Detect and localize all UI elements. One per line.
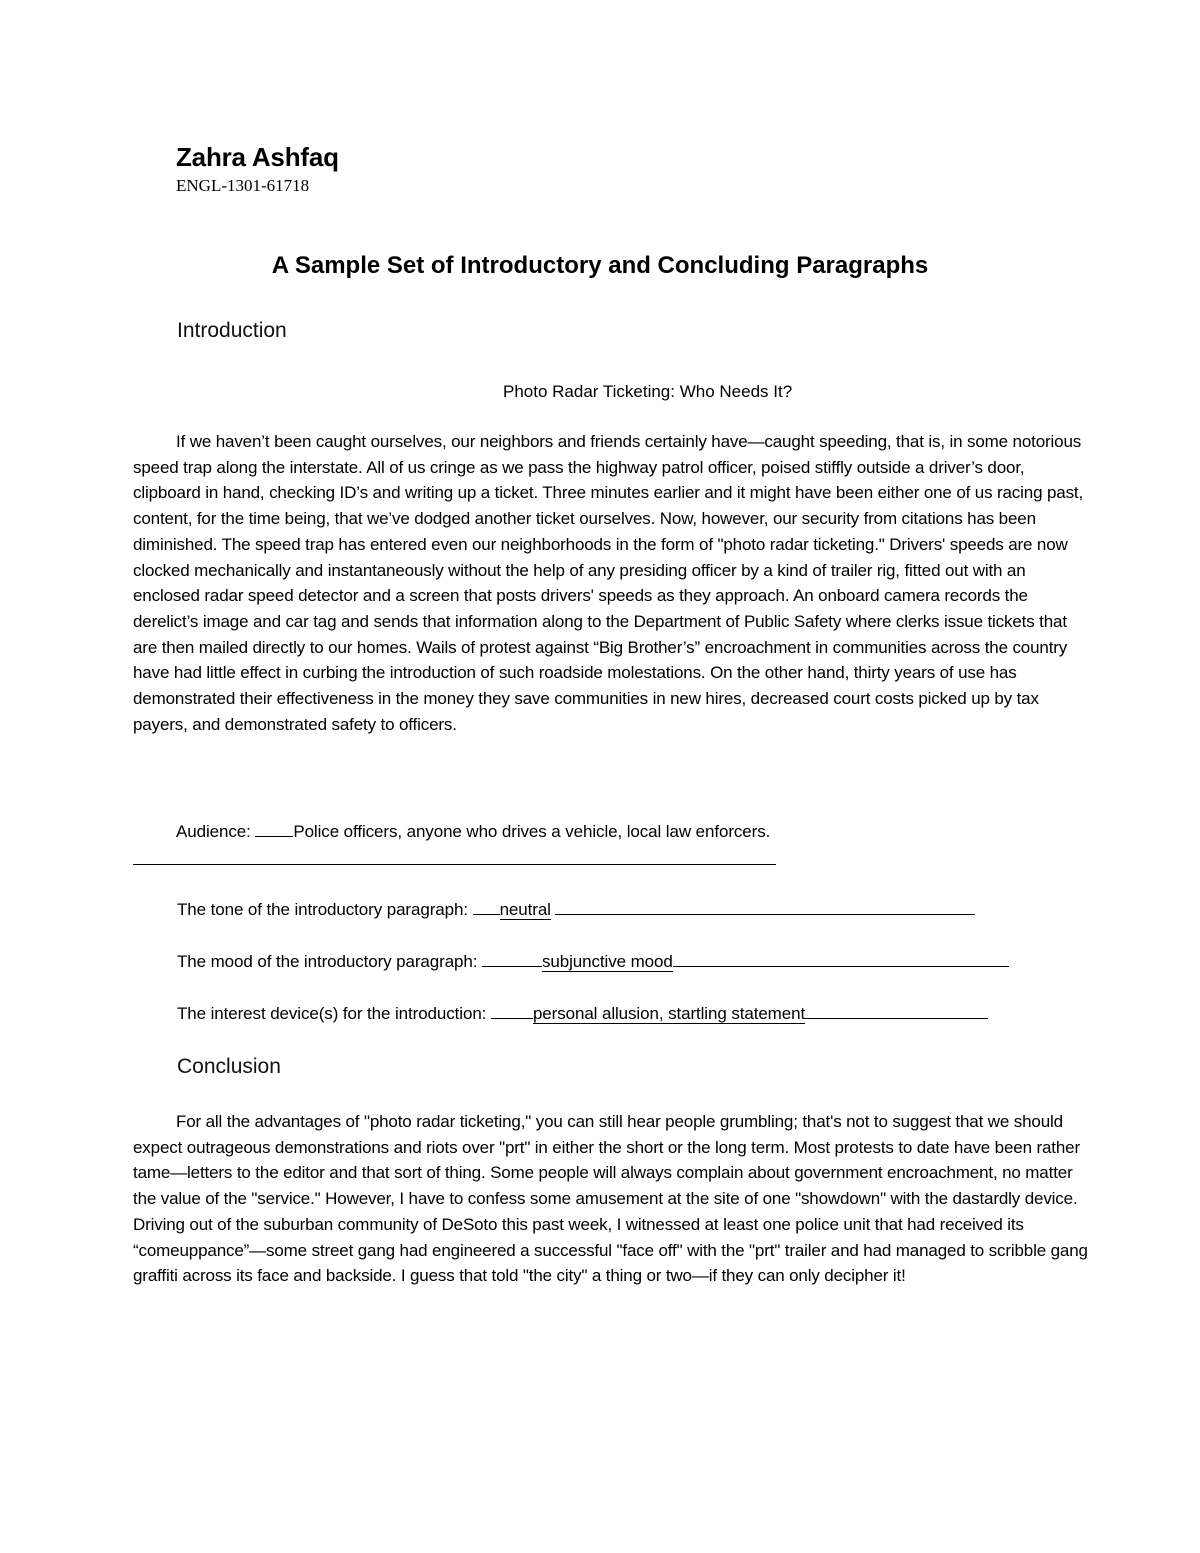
mood-blank-before	[482, 949, 542, 967]
audience-rule	[133, 864, 776, 865]
tone-blank-before	[473, 897, 500, 915]
device-label: The interest device(s) for the introduction:	[177, 1004, 487, 1023]
mood-blank-after	[673, 949, 1009, 967]
document-title: A Sample Set of Introductory and Concluding Paragraphs	[271, 252, 929, 279]
device-blank-before	[491, 1001, 533, 1019]
tone-answer: neutral	[499, 900, 551, 919]
mood-label: The mood of the introductory paragraph:	[177, 952, 478, 971]
mood-line	[177, 949, 1009, 973]
audience-label: Audience:	[176, 822, 251, 841]
mood-answer: subjunctive mood	[542, 952, 673, 971]
audience-blank	[255, 819, 293, 837]
essay-title: Photo Radar Ticketing: Who Needs It?	[503, 382, 793, 401]
introduction-heading: Introduction	[177, 319, 287, 342]
author-name: Zahra Ashfaq	[176, 142, 339, 172]
tone-blank-after	[555, 897, 975, 915]
tone-line	[177, 897, 975, 921]
conclusion-paragraph: For all the advantages of "photo radar ticketing," you can still hear people grumbling; that's not to suggest that we should expect outrageous demonstrations and riots over "prt" in either the short or the long term. Most protests to date have been rather tame—letters to the editor and that sort of thing. Some people will always complain about government encroachment, no matter the value of the "service." However, I have to confess some amusement at the site of one "showdown" with the dastardly device. Driving out of the suburban community of DeSoto this past week, I witnessed at least one police unit that had received its “comeuppance”—some street gang had engineered a successful "face off" with the "prt" trailer and had managed to scribble gang graffiti across its face and backside. I guess that told "the city" a thing or two—if they can only decipher it!	[133, 1112, 1088, 1286]
course-code: ENGL-1301-61718	[176, 176, 310, 195]
audience-answer: Police officers, anyone who drives a vehicle, local law enforcers.	[293, 822, 771, 841]
device-answer: personal allusion, startling statement	[532, 1004, 806, 1023]
introduction-paragraph: If we haven’t been caught ourselves, our neighbors and friends certainly have—caught speeding, that is, in some notorious speed trap along the interstate. All of us cringe as we pass the highway patrol officer, poised stiffly outside a driver’s door, clipboard in hand, checking ID’s and writing up a ticket. Three minutes earlier and it might have been either one of us racing past, content, for the time being, that we’ve dodged another ticket ourselves. Now, however, our security from citations has been diminished. The speed trap has entered even our neighborhoods in the form of "photo radar ticketing." Drivers' speeds are now clocked mechanically and instantaneously without the help of any presiding officer by a kind of trailer rig, fitted out with an enclosed radar speed detector and a screen that posts drivers' speeds as they approach. An onboard camera records the derelict’s image and car tag and sends that information along to the Department of Public Safety where clerks issue tickets that are then mailed directly to our homes. Wails of protest against “Big Brother’s” encroachment in communities across the country have had little effect in curbing the introduction of such roadside molestations. On the other hand, thirty years of use has demonstrated their effectiveness in the money they save communities in new hires, decreased court costs picked up by tax payers, and demonstrated safety to officers.	[133, 432, 1084, 734]
device-line	[177, 1001, 988, 1025]
audience-line	[176, 819, 770, 843]
tone-label: The tone of the introductory paragraph:	[177, 900, 468, 919]
conclusion-heading: Conclusion	[177, 1055, 281, 1078]
device-blank-after	[805, 1001, 988, 1019]
